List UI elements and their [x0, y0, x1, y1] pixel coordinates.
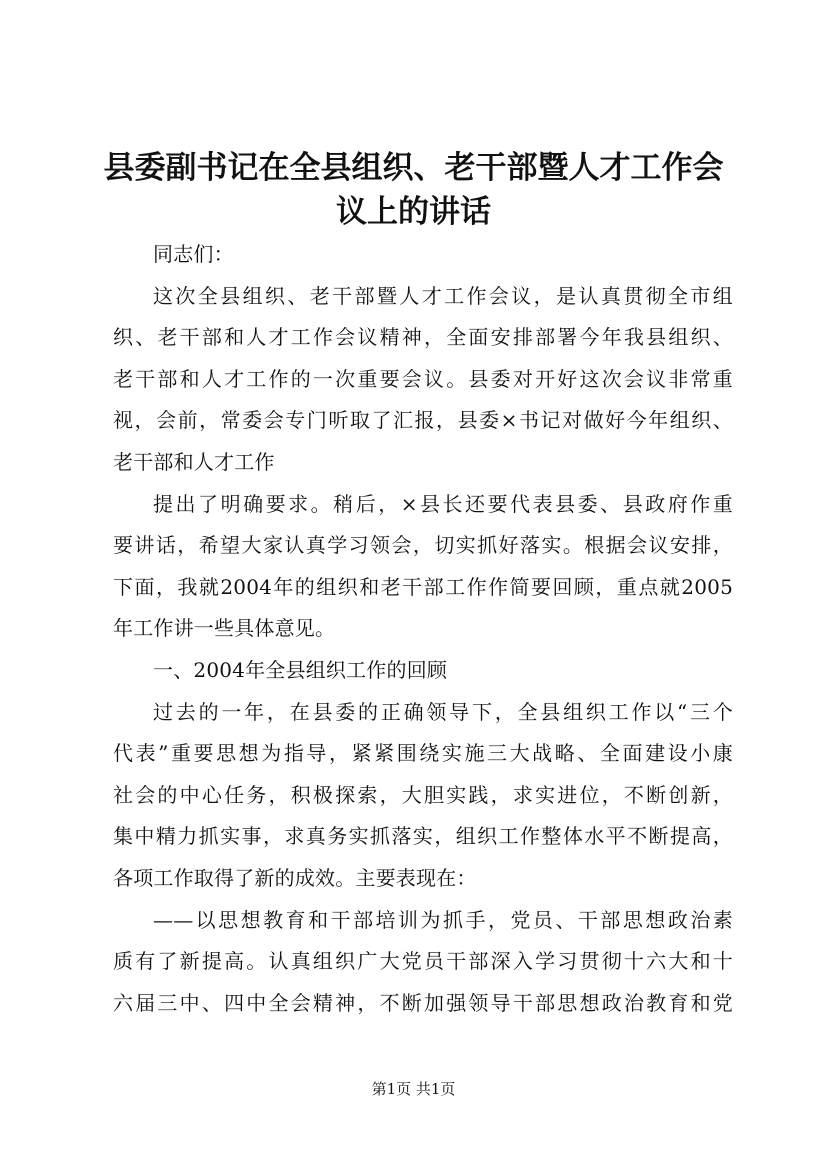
body-line: 提出了明确要求。稍后，×县长还要代表县委、县政府作重: [153, 491, 733, 516]
title-line-2: 议上的讲话: [336, 194, 491, 230]
body-line: 集中精力抓实事，求真务实抓落实，组织工作整体水平不断提高，: [113, 824, 733, 849]
body-line: 各项工作取得了新的成效。主要表现在：: [113, 865, 477, 890]
page-footer: 第1页 共1页: [371, 1080, 456, 1098]
document-body: [113, 234, 733, 1024]
body-line: 代表”重要思想为指导，紧紧围绕实施三大战略、全面建设小康: [113, 741, 733, 766]
body-line: 一、2004年全县组织工作的回顾: [153, 657, 448, 682]
document-title: [92, 146, 735, 234]
body-line: 下面，我就2004年的组织和老干部工作作简要回顾，重点就2005: [113, 574, 733, 599]
body-line: 老干部和人才工作: [113, 449, 275, 474]
body-line: ——以思想教育和干部培训为抓手，党员、干部思想政治素: [153, 907, 733, 932]
body-line: 过去的一年，在县委的正确领导下，全县组织工作以“三个: [153, 699, 733, 724]
body-line: 老干部和人才工作的一次重要会议。县委对开好这次会议非常重: [113, 366, 733, 391]
body-line: 视，会前，常委会专门听取了汇报，县委×书记对做好今年组织、: [113, 408, 733, 433]
body-line: 要讲话，希望大家认真学习领会，切实抓好落实。根据会议安排，: [113, 533, 733, 558]
title-line-1: 县委副书记在全县组织、老干部暨人才工作会: [103, 150, 724, 186]
body-line: 社会的中心任务，积极探索，大胆实践，求实进位，不断创新，: [113, 782, 733, 807]
body-line: 六届三中、四中全会精神，不断加强领导干部思想政治教育和党: [113, 990, 733, 1015]
body-line: 这次全县组织、老干部暨人才工作会议，是认真贯彻全市组: [153, 283, 733, 308]
body-line: 织、老干部和人才工作会议精神，全面安排部署今年我县组织、: [113, 325, 733, 350]
body-line: 同志们：: [153, 242, 234, 266]
body-line: 质有了新提高。认真组织广大党员干部深入学习贯彻十六大和十: [113, 949, 733, 974]
body-line: 年工作讲一些具体意见。: [113, 616, 336, 641]
